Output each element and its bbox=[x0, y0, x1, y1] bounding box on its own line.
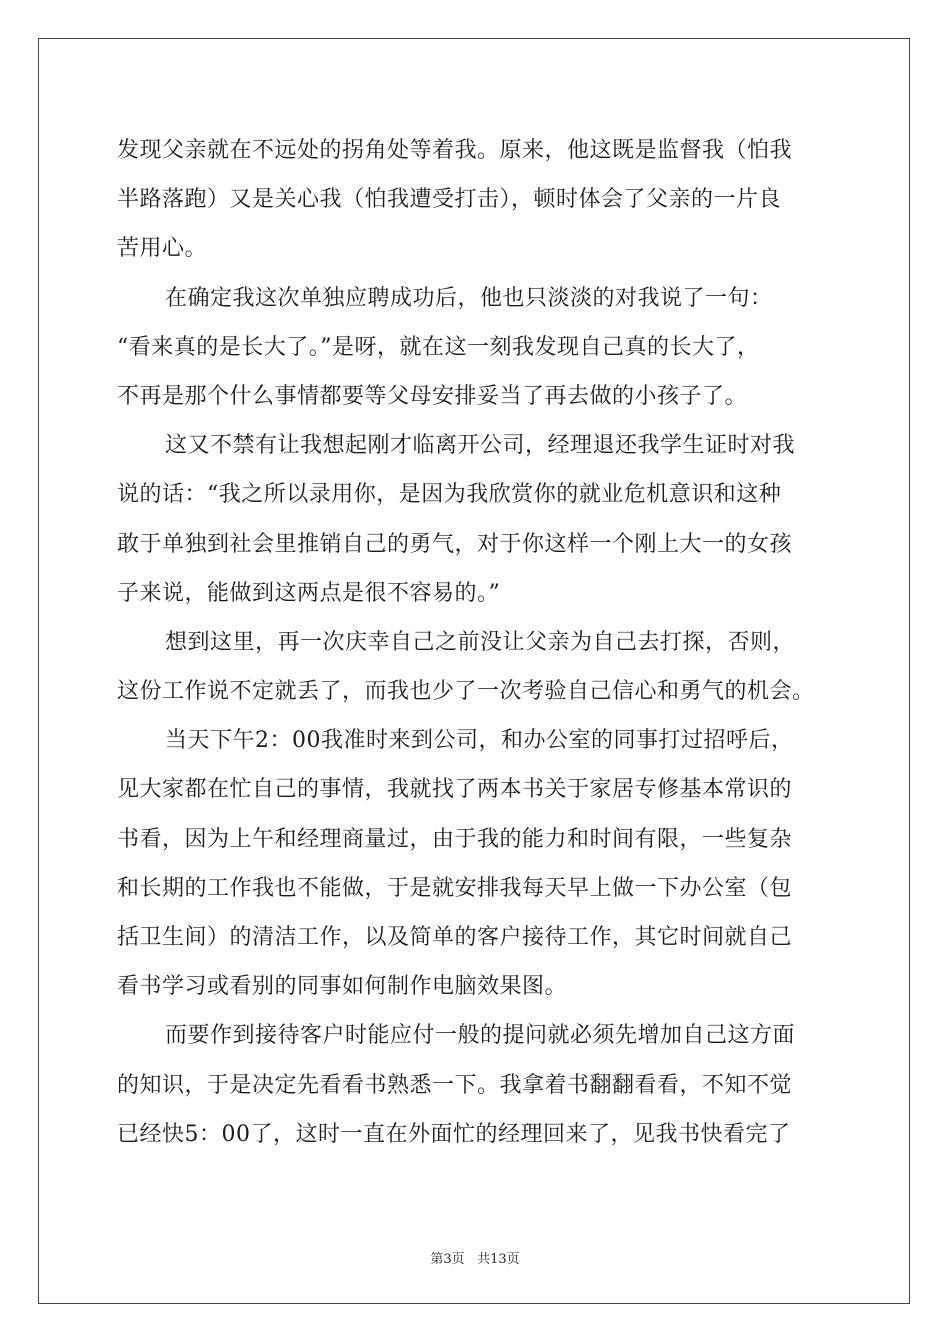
text-line: 的知识，于是决定先看看书熟悉一下。我拿着书翻翻看看，不知不觉 bbox=[117, 1072, 793, 1098]
text-line: 看书学习或看别的同事如何制作电脑效果图。 bbox=[117, 974, 568, 1000]
page-total: 共13页 bbox=[477, 1252, 520, 1267]
text-line: 在确定我这次单独应聘成功后，他也只淡淡的对我说了一句： bbox=[165, 285, 773, 311]
text-line: 括卫生间）的清洁工作，以及简单的客户接待工作，其它时间就自己 bbox=[117, 925, 793, 950]
text-line: 想到这里，再一次庆幸自己之前没让父亲为自己去打探，否则， bbox=[165, 629, 796, 655]
text-line: 当天下午2：00我准时来到公司，和办公室的同事打过招呼后， bbox=[165, 728, 794, 754]
text-line: 这又不禁有让我想起刚才临离开公司，经理退还我学生证时对我 bbox=[165, 433, 796, 459]
text-line: 已经快5：00了，这时一直在外面忙的经理回来了，见我书快看完了 bbox=[117, 1121, 791, 1147]
text-line: “看来真的是长大了。”是呀，就在这一刻我发现自己真的长大了， bbox=[117, 334, 760, 360]
text-line: 而要作到接待客户时能应付一般的提问就必须先增加自己这方面 bbox=[165, 1023, 796, 1049]
text-line: 这份工作说不定就丢了，而我也少了一次考验自己信心和勇气的机会。 bbox=[117, 679, 815, 705]
document-body bbox=[117, 126, 837, 1159]
text-line: 子来说，能做到这两点是很不容易的。” bbox=[117, 580, 501, 606]
text-line: 说的话：“我之所以录用你，是因为我欣赏你的就业危机意识和这种 bbox=[117, 482, 782, 508]
text-line: 书看，因为上午和经理商量过，由于我的能力和时间有限，一些复杂 bbox=[117, 826, 793, 852]
text-line: 发现父亲就在不远处的拐角处等着我。原来，他这既是监督我（怕我 bbox=[117, 138, 793, 163]
text-line: 苦用心。 bbox=[117, 236, 208, 262]
text-line: 敢于单独到社会里推销自己的勇气，对于你这样一个刚上大一的女孩 bbox=[117, 531, 793, 557]
footer-spacer bbox=[465, 1252, 477, 1267]
text-line: 见大家都在忙自己的事情，我就找了两本书关于家居专修基本常识的 bbox=[117, 777, 793, 803]
text-line: 不再是那个什么事情都要等父母安排妥当了再去做的小孩子了。 bbox=[117, 383, 748, 409]
text-line: 和长期的工作我也不能做，于是就安排我每天早上做一下办公室（包 bbox=[117, 875, 793, 901]
page-number: 第3页 bbox=[430, 1252, 465, 1267]
text-line: 半路落跑）又是关心我（怕我遭受打击），顿时体会了父亲的一片良 bbox=[117, 187, 782, 213]
page-footer bbox=[0, 1248, 950, 1267]
